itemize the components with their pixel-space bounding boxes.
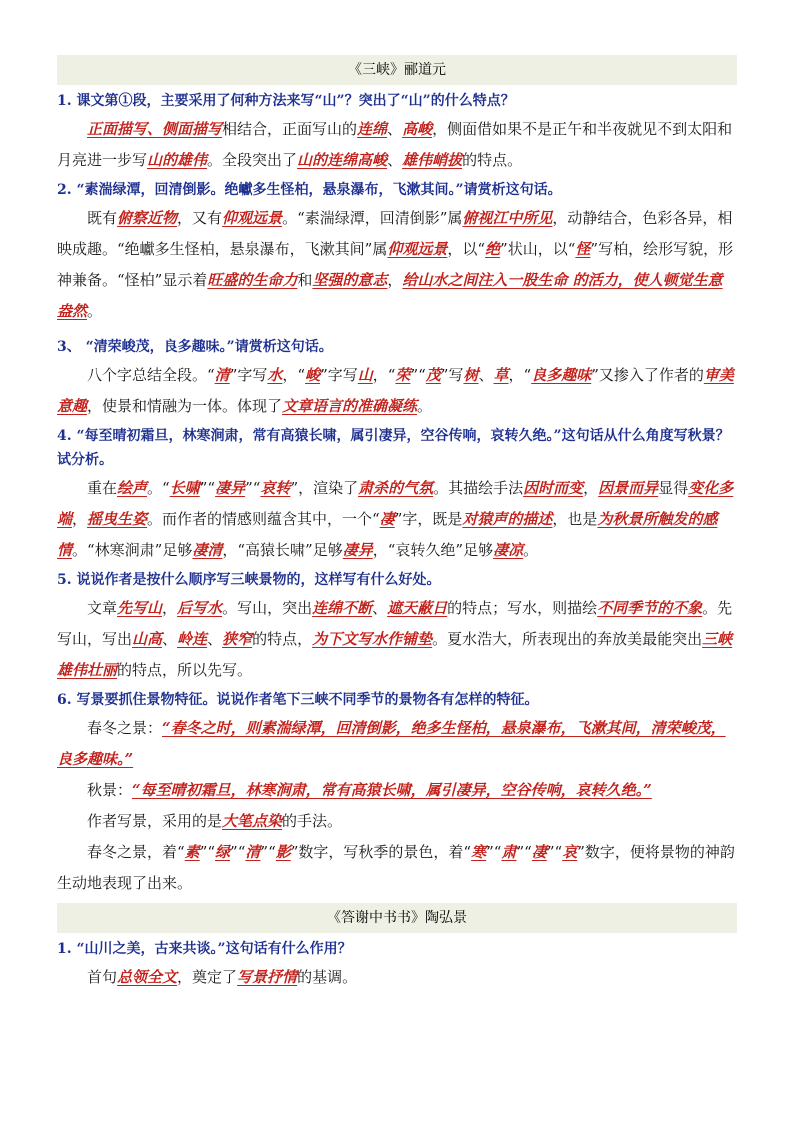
body-text: ，也是 [552, 510, 598, 528]
keyword-highlight: 凄异 [342, 541, 373, 559]
keyword-highlight: 长啸 [169, 479, 200, 497]
keyword-highlight: 寒 [471, 843, 487, 861]
keyword-highlight: 连绵 [357, 120, 388, 138]
body-text: 。 [523, 541, 539, 559]
keyword-highlight: 审美意趣 [57, 366, 734, 415]
keyword-highlight: 山高 [132, 630, 163, 648]
keyword-highlight: 茂 [425, 366, 441, 384]
body-text: 的特点；写水，则描绘 [447, 599, 598, 617]
keyword-highlight: 写景抒情 [237, 968, 298, 986]
body-text: 、 [387, 151, 403, 169]
keyword-highlight: 山的连绵高峻 [297, 151, 388, 169]
body-text: ”又掺入了作者的 [591, 366, 704, 384]
keyword-highlight: 摇曳生姿 [87, 510, 148, 528]
keyword-highlight: 总领全文 [117, 968, 178, 986]
keyword-highlight: 水 [267, 366, 283, 384]
keyword-highlight: 大笔点染 [222, 812, 283, 830]
body-text: 。写山，突出 [222, 599, 313, 617]
body-text: ，奠定了 [177, 968, 238, 986]
body-text: 的基调。 [297, 968, 358, 986]
body-text: ”“ [230, 843, 246, 861]
question-3: 3、 “清荣峻茂，良多趣味。”请赏析这句话。 [57, 339, 333, 355]
body-text: ”字，既是 [394, 510, 463, 528]
body-text: ，动静结合，色彩各异，相映成趣。“绝巘多生怪柏，悬泉瀑布，飞漱其间”属 [57, 209, 733, 258]
keyword-highlight: 清 [245, 843, 261, 861]
keyword-highlight: 素 [184, 843, 200, 861]
body-text: ”数字，写秋季的景色，着“ [290, 843, 472, 861]
body-text: 的特点，所以先写。 [117, 661, 253, 679]
keyword-highlight: 先写山 [117, 599, 163, 617]
keyword-highlight: 凄清 [192, 541, 223, 559]
keyword-highlight: 三峡雄伟壮丽 [57, 630, 733, 679]
body-text: ”状山，以“ [500, 240, 576, 258]
body-text: ”“ [260, 843, 276, 861]
body-text: ， [72, 510, 88, 528]
keyword-highlight: 良多趣味 [531, 366, 592, 384]
keyword-highlight: 俯视江中所见 [462, 209, 553, 227]
keyword-highlight: 凄凉 [493, 541, 524, 559]
keyword-highlight: 坚强的意志 [312, 271, 388, 289]
body-text: 。全段突出了 [207, 151, 298, 169]
body-text: 。“ [147, 479, 170, 497]
keyword-highlight: 因时而变 [523, 479, 584, 497]
answer-2 [57, 203, 737, 327]
body-text: 、 [207, 630, 223, 648]
body-text: 显得 [658, 479, 689, 497]
body-text: ”“ [199, 843, 216, 861]
keyword-highlight: 狭窄 [222, 630, 253, 648]
body-text: 春冬之景： [87, 719, 163, 737]
body-text: ， [162, 599, 178, 617]
section-title-daxie: 《答谢中书书》陶弘景 [57, 903, 737, 933]
keyword-highlight: 后写水 [177, 599, 223, 617]
question-5: 5. 说说作者是按什么顺序写三峡景物的，这样写有什么好处。 [57, 572, 441, 588]
body-text: 、 [372, 599, 388, 617]
keyword-highlight: 正面描写、侧面描写 [87, 120, 223, 138]
keyword-highlight: 遮天蔽日 [387, 599, 448, 617]
body-text: ”写 [440, 366, 464, 384]
keyword-highlight: 肃杀的气氛 [358, 479, 434, 497]
keyword-highlight: 对猿声的描述 [462, 510, 553, 528]
body-text: ”，渲染了 [290, 479, 359, 497]
body-text: 。“林寒涧肃”足够 [72, 541, 193, 559]
body-text: ”“ [486, 843, 502, 861]
keyword-highlight: 哀转 [260, 479, 291, 497]
keyword-highlight: 凄 [531, 843, 547, 861]
answer-4 [57, 473, 737, 566]
keyword-highlight: 为秋景所触发的感情 [57, 510, 718, 559]
keyword-highlight: 影 [275, 843, 291, 861]
keyword-highlight: 山 [357, 366, 373, 384]
keyword-highlight: 凄异 [215, 479, 246, 497]
body-text: 的特点， [252, 630, 313, 648]
question-1: 1. 课文第①段，主要采用了何种方法来写“山”？突出了“山”的什么特点？ [57, 93, 515, 109]
body-text: ”“ [410, 366, 426, 384]
body-text: ”字写 [229, 366, 268, 384]
document-page [57, 55, 737, 993]
keyword-highlight: 峻 [305, 366, 321, 384]
body-text: 秋景： [87, 781, 133, 799]
body-text: 文章 [87, 599, 118, 617]
body-text: 。先写山，写出 [57, 599, 733, 648]
answer-1 [57, 114, 737, 176]
body-text: ，“ [282, 366, 306, 384]
keyword-highlight: 哀 [562, 843, 578, 861]
body-text: ”“ [516, 843, 532, 861]
keyword-highlight: 绿 [215, 843, 231, 861]
body-text: 。其描绘手法 [433, 479, 524, 497]
body-text: ”“ [245, 479, 261, 497]
keyword-highlight: 肃 [501, 843, 517, 861]
body-text: 既有 [87, 209, 118, 227]
answer-3 [57, 360, 737, 422]
keyword-highlight: 连绵不断 [312, 599, 373, 617]
answer-daxie-1 [57, 962, 737, 993]
question-daxie-1: 1. “山川之美，古来共谈。”这句话有什么作用？ [57, 941, 352, 957]
question-4: 4. “每至晴初霜旦，林寒涧肃，常有高猿长啸，属引凄异，空谷传响，哀转久绝。”这句话从什么角度写秋景？试分析。 [57, 428, 730, 468]
body-text: 作者写景，采用的是 [87, 812, 223, 830]
keyword-highlight: 因景而异 [598, 479, 659, 497]
body-text: ， [387, 271, 403, 289]
keyword-highlight: 山的雄伟 [147, 151, 208, 169]
body-text: 八个字总结全段。“ [87, 366, 215, 384]
answer-6-spring-winter [57, 713, 737, 775]
body-text: ”“ [199, 479, 216, 497]
section-title-sanxia: 《三峡》郦道元 [57, 55, 737, 85]
body-text: 、 [478, 366, 494, 384]
keyword-highlight: 凄 [379, 510, 395, 528]
keyword-highlight: 文章语言的准确凝练 [282, 397, 418, 415]
body-text: ，“高猿长啸”足够 [222, 541, 343, 559]
body-text: ，以“ [447, 240, 486, 258]
keyword-highlight: 为下文写水作铺垫 [312, 630, 433, 648]
keyword-highlight: 绝 [485, 240, 501, 258]
body-text: 首句 [87, 968, 118, 986]
keyword-highlight: 雄伟峭拔 [402, 151, 463, 169]
body-text: 。夏水浩大，所表现出的奔放美最能突出 [432, 630, 703, 648]
body-text: 。“素湍绿潭，回清倒影”属 [282, 209, 463, 227]
question-2: 2. “素湍绿潭，回清倒影。绝巘多生怪柏，悬泉瀑布，飞漱其间。”请赏析这句话。 [57, 182, 562, 198]
body-text: 。 [417, 397, 433, 415]
keyword-highlight: 清 [214, 366, 230, 384]
keyword-highlight: 变化多端 [57, 479, 734, 528]
body-text: 重在 [87, 479, 118, 497]
keyword-highlight: 给山水之间注入一股生命 的活力，使人顿觉生意盎然 [57, 271, 723, 320]
keyword-highlight: 树 [463, 366, 479, 384]
body-text: 。 [87, 302, 103, 320]
keyword-highlight: 不同季节的不象 [597, 599, 703, 617]
body-text: ，使景和情融为一体。体现了 [87, 397, 283, 415]
body-text: 、 [387, 120, 403, 138]
body-text: ， [583, 479, 599, 497]
answer-6-autumn [57, 775, 737, 806]
body-text: ，又有 [177, 209, 223, 227]
body-text: 的特点。 [462, 151, 523, 169]
body-text: 的手法。 [282, 812, 343, 830]
body-text: 相结合，正面写山的 [222, 120, 358, 138]
keyword-highlight: 俯察近物 [117, 209, 178, 227]
question-6: 6. 写景要抓住景物特征。说说作者笔下三峡不同季节的景物各有怎样的特征。 [57, 692, 539, 708]
body-text: ”数字，便将景物的神韵生动地表现了出来。 [57, 843, 735, 892]
body-text: 。而作者的情感则蕴含其中，一个“ [147, 510, 380, 528]
body-text: ”字写 [320, 366, 358, 384]
body-text: 和 [297, 271, 313, 289]
body-text: ”写柏，绘形写貌，形神兼备。“怪柏”显示着 [57, 240, 734, 289]
body-text: ，“哀转久绝”足够 [372, 541, 494, 559]
keyword-highlight: 怪 [575, 240, 591, 258]
body-text: ，“ [508, 366, 532, 384]
keyword-highlight: 仰观远景 [222, 209, 283, 227]
keyword-highlight: 岭连 [177, 630, 208, 648]
body-text: ”“ [546, 843, 563, 861]
keyword-highlight: 草 [493, 366, 509, 384]
body-text: 春冬之景，着“ [87, 843, 185, 861]
body-text: ，侧面借如果不是正午和半夜就见不到太阳和月亮进一步写 [57, 120, 733, 169]
keyword-highlight: 高峻 [402, 120, 433, 138]
keyword-highlight: 荣 [395, 366, 411, 384]
keyword-highlight: 仰观远景 [387, 240, 448, 258]
keyword-highlight: “每至晴初霜旦，林寒涧肃，常有高猿长啸，属引凄异，空谷传响，哀转久绝。” [132, 781, 652, 799]
body-text: 、 [162, 630, 178, 648]
answer-6-words [57, 837, 737, 899]
keyword-highlight: 旺盛的生命力 [207, 271, 298, 289]
keyword-highlight: “春冬之时，则素湍绿潭，回清倒影，绝多生怪柏，悬泉瀑布，飞漱其间，清荣峻茂，良多趣味。” [57, 719, 726, 768]
body-text: ，“ [372, 366, 396, 384]
answer-5 [57, 593, 737, 686]
answer-6-technique [57, 806, 737, 837]
keyword-highlight: 绘声 [117, 479, 148, 497]
